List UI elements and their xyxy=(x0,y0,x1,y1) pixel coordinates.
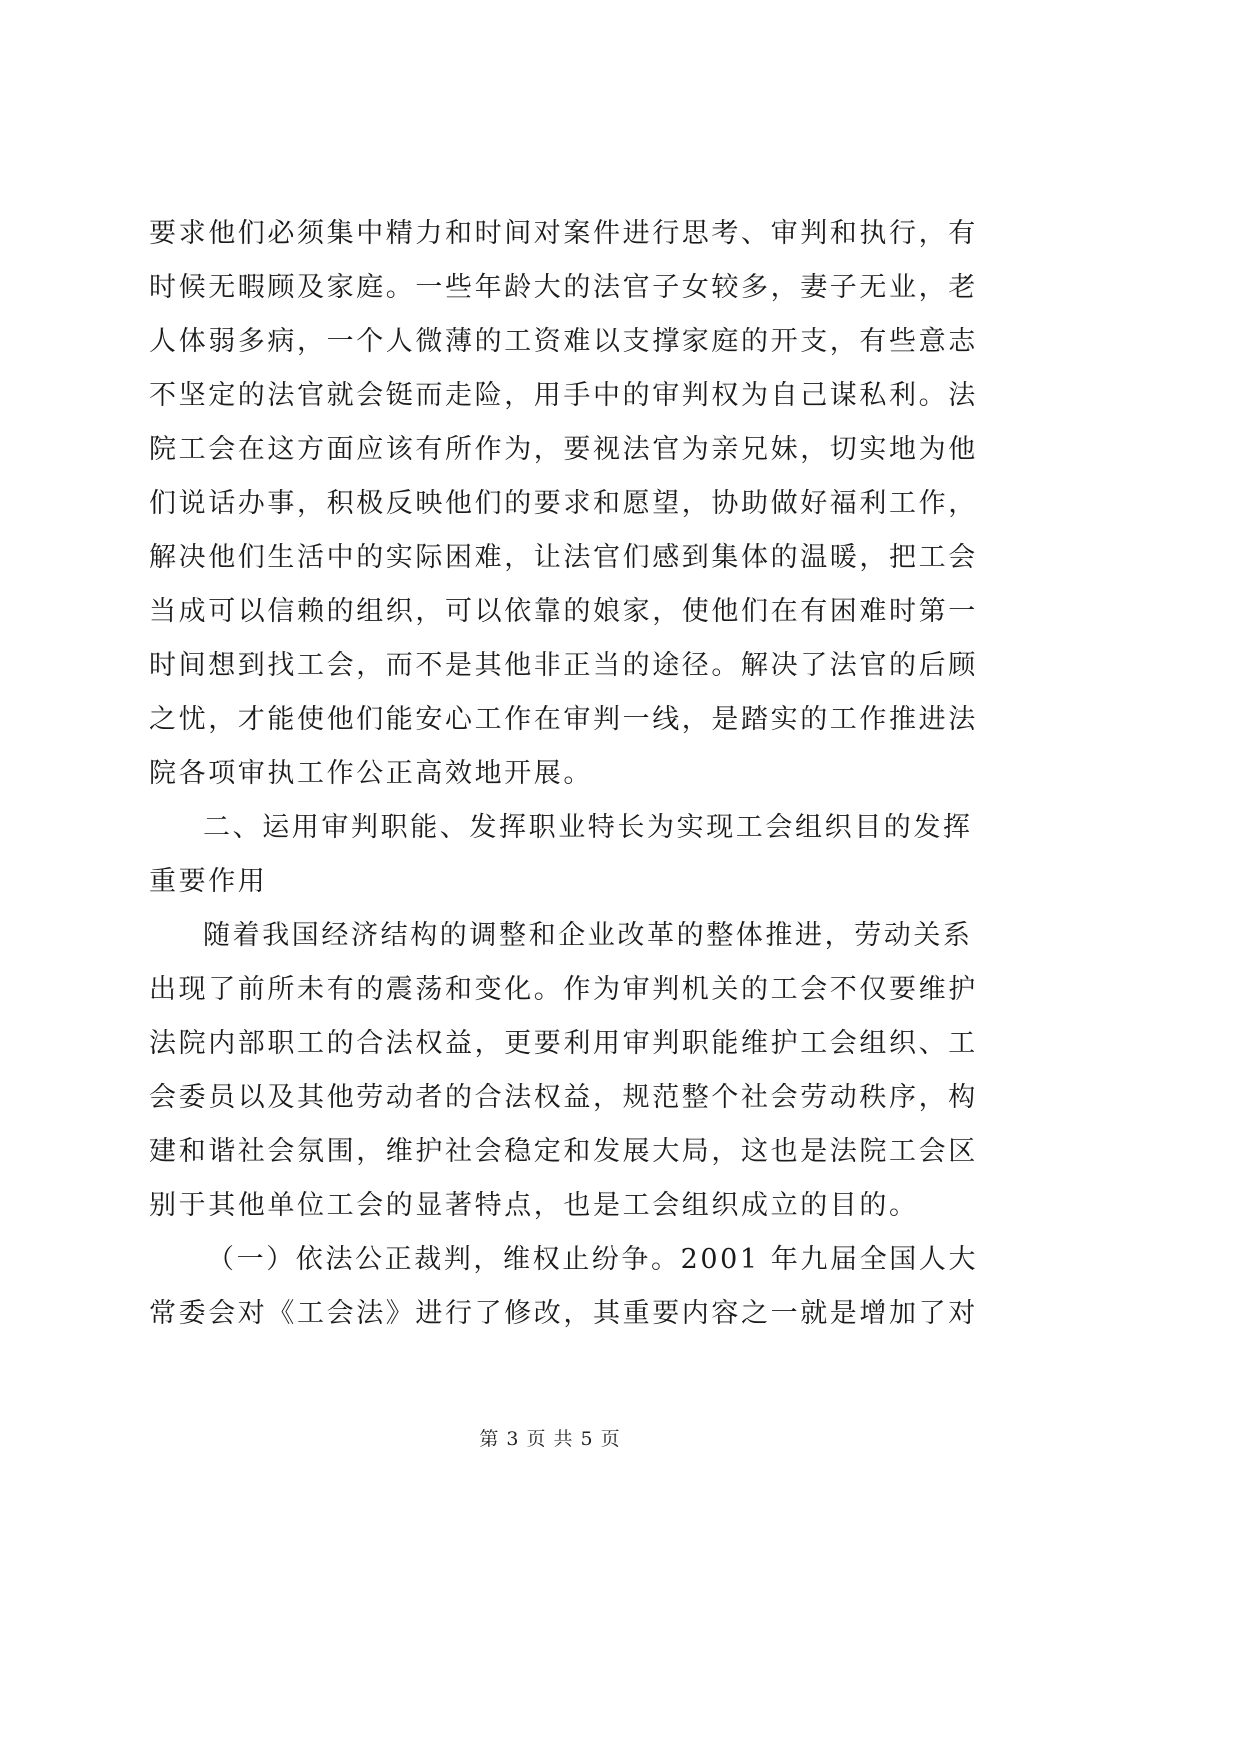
body-line: 不坚定的法官就会铤而走险，用手中的审判权为自己谋私利。法 xyxy=(149,380,978,411)
body-line: 人体弱多病，一个人微薄的工资难以支撑家庭的开支，有些意志 xyxy=(149,326,978,357)
body-line: 随着我国经济结构的调整和企业改革的整体推进，劳动关系 xyxy=(203,920,973,951)
section-heading: 二、运用审判职能、发挥职业特长为实现工会组织目的发挥 xyxy=(203,812,973,843)
body-line: 院各项审执工作公正高效地开展。 xyxy=(149,758,593,789)
body-line: 院工会在这方面应该有所作为，要视法官为亲兄妹，切实地为他 xyxy=(149,434,978,465)
body-line: 要求他们必须集中精力和时间对案件进行思考、审判和执行，有 xyxy=(149,218,978,249)
body-line: 时间想到找工会，而不是其他非正当的途径。解决了法官的后顾 xyxy=(149,650,978,681)
body-line: 建和谐社会氛围，维护社会稳定和发展大局，这也是法院工会区 xyxy=(149,1136,978,1167)
body-line: 解决他们生活中的实际困难，让法官们感到集体的温暖，把工会 xyxy=(149,542,978,573)
body-line: 常委会对《工会法》进行了修改，其重要内容之一就是增加了对 xyxy=(149,1298,978,1329)
body-line: 之忧，才能使他们能安心工作在审判一线，是踏实的工作推进法 xyxy=(149,704,978,735)
body-line: 们说话办事，积极反映他们的要求和愿望，协助做好福利工作， xyxy=(149,488,978,519)
body-line: 时候无暇顾及家庭。一些年龄大的法官子女较多，妻子无业，老 xyxy=(149,272,978,303)
body-line: 出现了前所未有的震荡和变化。作为审判机关的工会不仅要维护 xyxy=(149,974,978,1005)
section-heading-continuation: 重要作用 xyxy=(149,866,268,897)
document-body xyxy=(149,207,979,1341)
body-line: 当成可以信赖的组织，可以依靠的娘家，使他们在有困难时第一 xyxy=(149,596,978,627)
body-line: 法院内部职工的合法权益，更要利用审判职能维护工会组织、工 xyxy=(149,1028,978,1059)
page-number-footer: 第 3 页 共 5 页 xyxy=(479,1428,621,1450)
body-line: 会委员以及其他劳动者的合法权益，规范整个社会劳动秩序，构 xyxy=(149,1082,978,1113)
body-line: 别于其他单位工会的显著特点，也是工会组织成立的目的。 xyxy=(149,1190,919,1221)
subsection-line: （一）依法公正裁判，维权止纷争。2001 年九届全国人大 xyxy=(207,1244,979,1275)
